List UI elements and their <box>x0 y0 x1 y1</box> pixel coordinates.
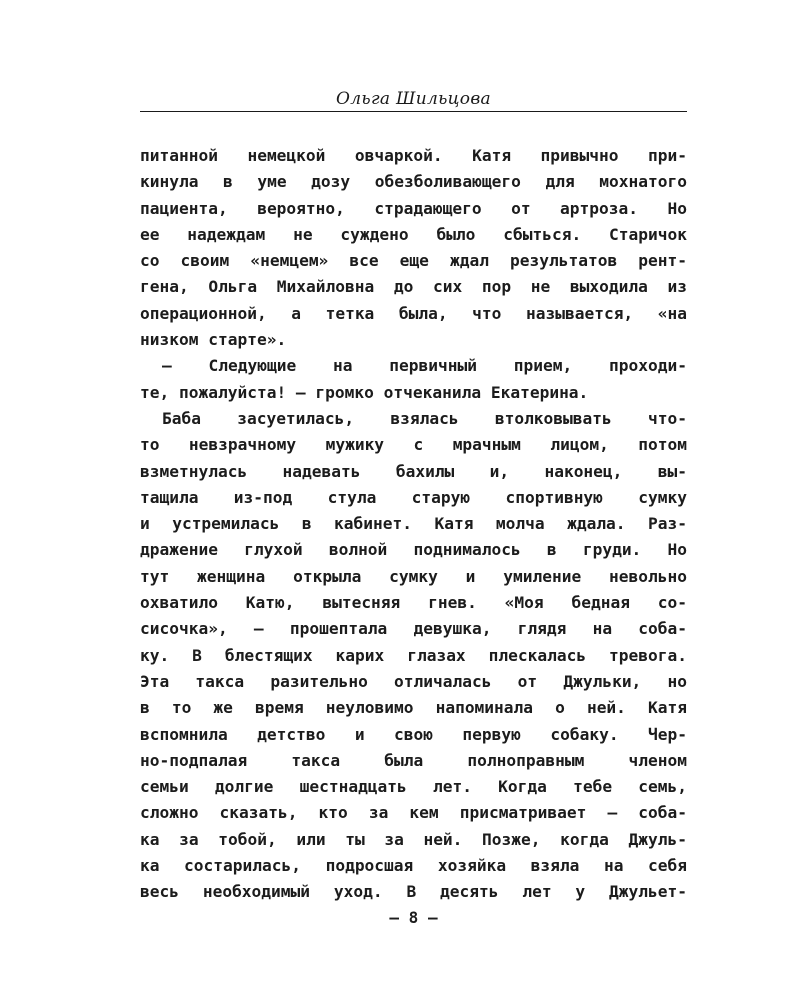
text-line: те, пожалуйста! — громко отчеканила Екатерина. <box>140 382 589 402</box>
text-line: сложно сказать, кто за кем присматривает — соба- <box>140 803 687 823</box>
text-line: — Следующие на первичный прием, проходи- <box>162 356 687 376</box>
text-line: ка состарилась, подросшая хозяйка взяла на себя <box>140 856 687 876</box>
text-line: со своим «немцем» все еще ждал результатов рент- <box>140 251 687 271</box>
text-line: в то же время неуловимо напоминала о ней. Катя <box>140 698 687 718</box>
text-line: Баба засуетилась, взялась втолковывать что- <box>162 408 687 428</box>
text-line: операционной, а тетка была, что называется, «на <box>140 303 687 323</box>
text-line: пациента, вероятно, страдающего от артроза. Но <box>140 198 687 218</box>
running-header-author: Ольга Шильцова <box>336 89 491 109</box>
text-line: дражение глухой волной поднималось в груди. Но <box>140 540 687 560</box>
text-line: взметнулась надевать бахилы и, наконец, вы- <box>140 461 687 481</box>
header-rule <box>140 111 687 112</box>
text-line: низком старте». <box>140 330 287 350</box>
text-line: вспомнила детство и свою первую собаку. Чер- <box>140 724 687 744</box>
page-number: – 8 – <box>389 908 438 927</box>
text-line: ку. В блестящих карих глазах плескалась тревога. <box>140 645 687 665</box>
text-line: весь необходимый уход. В десять лет у Джульет- <box>140 882 687 902</box>
text-line: и устремилась в кабинет. Катя молча ждала. Раз- <box>140 514 687 534</box>
text-line: сисочка», — прошептала девушка, глядя на соба- <box>140 619 687 639</box>
text-line: кинула в уме дозу обезболивающего для мохнатого <box>140 172 687 192</box>
text-line: то невзрачному мужику с мрачным лицом, потом <box>140 435 687 455</box>
text-line: Эта такса разительно отличалась от Джульки, но <box>140 671 687 691</box>
body-text <box>140 143 687 906</box>
text-line: ка за тобой, или ты за ней. Позже, когда Джуль- <box>140 829 687 849</box>
text-line: тащила из-под стула старую спортивную сумку <box>140 487 687 507</box>
text-line: гена, Ольга Михайловна до сих пор не выходила из <box>140 277 687 297</box>
text-line: семьи долгие шестнадцать лет. Когда тебе семь, <box>140 777 687 797</box>
text-line: но-подпалая такса была полноправным членом <box>140 750 687 770</box>
text-line: охватило Катю, вытесняя гнев. «Моя бедная со- <box>140 593 687 613</box>
text-line: тут женщина открыла сумку и умиление невольно <box>140 566 687 586</box>
text-line: ее надеждам не суждено было сбыться. Старичок <box>140 224 687 244</box>
text-line: питанной немецкой овчаркой. Катя привычно при- <box>140 146 687 165</box>
